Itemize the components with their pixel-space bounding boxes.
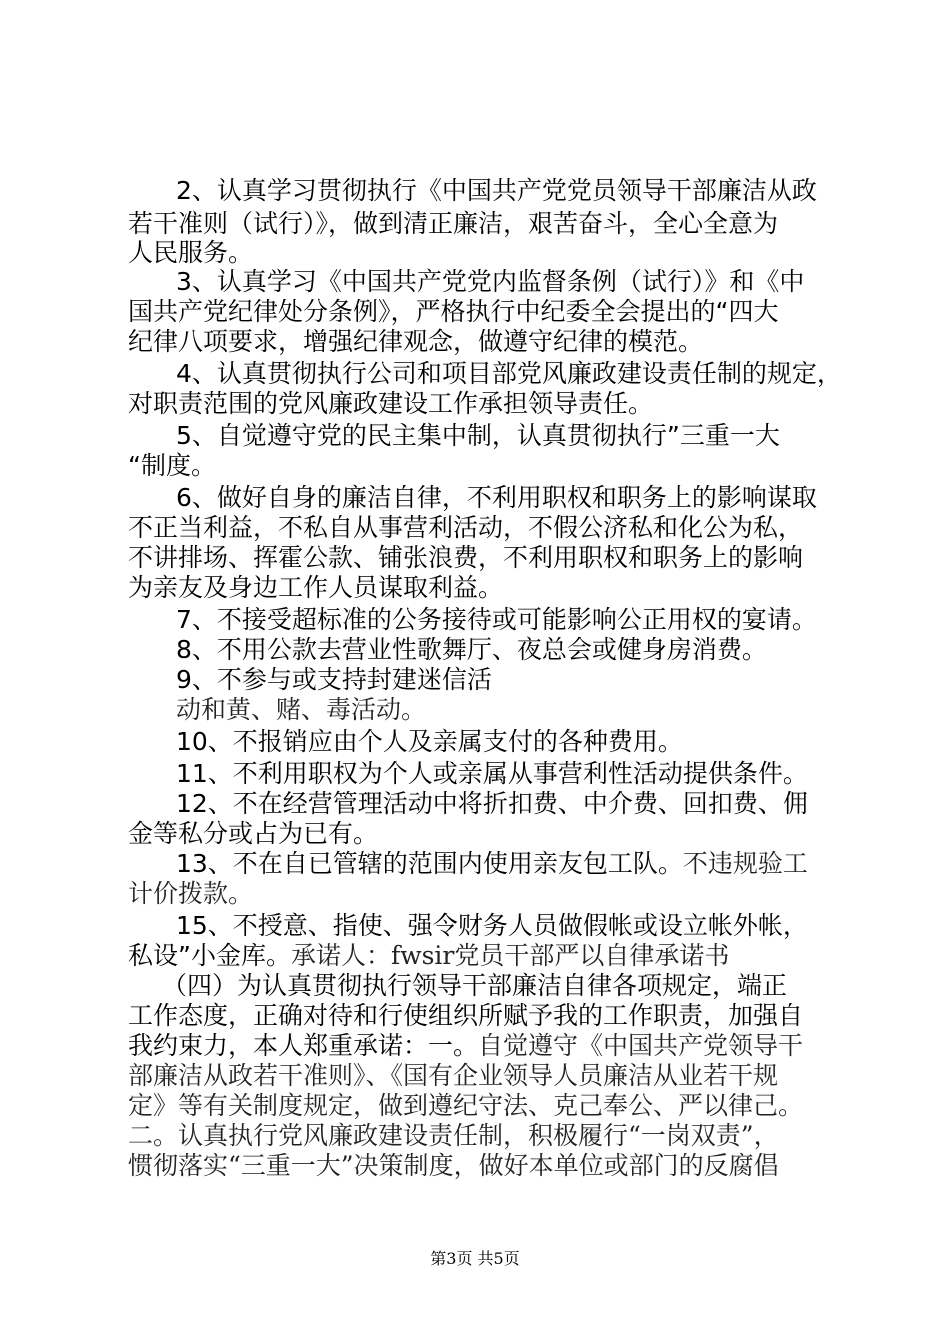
text-line: 纪律八项要求，增强纪律观念，做遵守纪律的模范。 — [128, 327, 704, 356]
text-line: 若干准则（试行）》，做到清正廉洁，艰苦奋斗，全心全意为 — [128, 209, 779, 238]
text-line: 12、不在经营管理活动中将折扣费、中介费、回扣费、佣 — [176, 789, 808, 818]
text-segment: 不违规验工 — [682, 849, 808, 878]
text-line: 9、不参与或支持封建迷信活 — [176, 665, 492, 694]
text-line: 部廉洁从政若干准则》、《国有企业领导人员廉洁从业若干规 — [128, 1061, 779, 1090]
text-line: 国共产党纪律处分条例》，严格执行中纪委全会提出的“四大 — [128, 297, 779, 326]
text-segment: 自觉遵守《中国共产党领导干 — [478, 1031, 804, 1060]
text-line: 4、认真贯彻执行公司和项目部党风廉政建设责任制的规定， — [176, 359, 842, 388]
text-segment: 13、不在自已管辖的范围内使用亲友包工队。 — [176, 849, 683, 878]
text-line: 定》等有关制度规定，做到遵纪守法、克己奉公、严以律己。 — [128, 1091, 804, 1120]
text-line: 3、认真学习《中国共产党党内监督条例（试行）》和《中 — [176, 267, 805, 296]
text-segment: 我约束力，本人郑重承诺：一。 — [128, 1031, 479, 1060]
text-segment: 私设”小金库。 — [128, 941, 291, 970]
text-line: 8、不用公款去营业性歌舞厅、夜总会或健身房消费。 — [176, 635, 767, 664]
text-line: 6、做好自身的廉洁自律，不利用职权和职务上的影响谋取 — [176, 483, 817, 512]
text-line: 为亲友及身边工作人员谋取利益。 — [128, 573, 504, 602]
text-line: 人民服务。 — [128, 238, 254, 267]
text-line — [176, 849, 808, 879]
text-line: 动和黄、赌、毒活动。 — [176, 695, 427, 724]
text-line — [128, 1031, 803, 1061]
text-line: “制度。 — [128, 451, 216, 480]
text-line: 10、不报销应由个人及亲属支付的各种费用。 — [176, 727, 683, 756]
text-line: 金等私分或占为已有。 — [128, 819, 379, 848]
text-segment: 承诺人：fwsir党员干部严以自律承诺书 — [290, 941, 730, 970]
text-line: 5、自觉遵守党的民主集中制，认真贯彻执行”三重一大 — [176, 421, 780, 450]
text-line: 7、不接受超标准的公务接待或可能影响公正用权的宴请。 — [176, 605, 817, 634]
text-line: 工作态度，正确对待和行使组织所赋予我的工作职责，加强自 — [128, 1001, 804, 1030]
text-line: 11、不利用职权为个人或亲属从事营利性活动提供条件。 — [176, 759, 808, 788]
text-line: 2、认真学习贯彻执行《中国共产党党员领导干部廉洁从政 — [176, 176, 817, 205]
text-line: 不正当利益，不私自从事营利活动，不假公济私和化公为私， — [128, 513, 804, 542]
text-line: 不讲排场、挥霍公款、铺张浪费，不利用职权和职务上的影响 — [128, 543, 804, 572]
text-line: 计价拨款。 — [128, 879, 254, 908]
text-line — [128, 941, 729, 971]
text-line: （四）为认真贯彻执行领导干部廉洁自律各项规定，端正 — [162, 971, 788, 1000]
text-line: 二。认真执行党风廉政建设责任制，积极履行“一岗双责”， — [128, 1121, 779, 1150]
text-line: 15、不授意、指使、强令财务人员做假帐或设立帐外帐， — [176, 911, 808, 940]
text-line: 惯彻落实“三重一大”决策制度，做好本单位或部门的反腐倡 — [128, 1151, 779, 1180]
page-number-footer: 第3页 共5页 — [430, 1249, 520, 1268]
text-line: 对职责范围的党风廉政建设工作承担领导责任。 — [128, 389, 654, 418]
